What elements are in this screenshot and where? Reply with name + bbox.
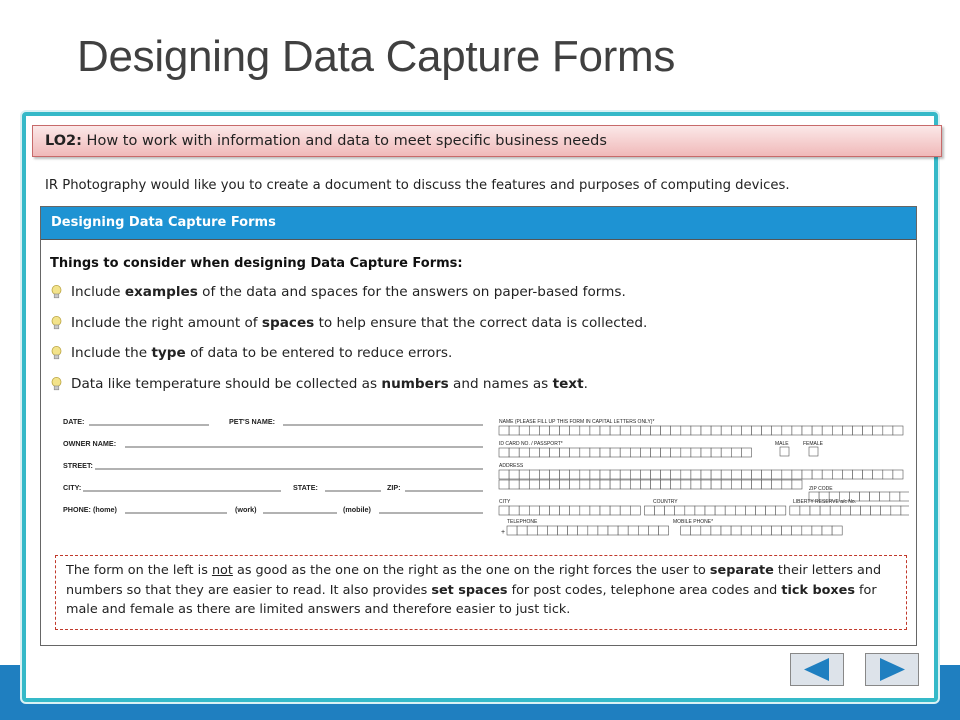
char-box bbox=[651, 448, 661, 457]
char-box bbox=[651, 480, 661, 489]
char-box bbox=[810, 506, 820, 515]
label-telephone: TELEPHONE bbox=[507, 519, 538, 525]
char-box bbox=[620, 480, 630, 489]
label-phone: PHONE: (home) bbox=[63, 505, 117, 514]
char-box bbox=[618, 526, 628, 535]
char-box bbox=[721, 426, 731, 435]
char-box bbox=[772, 426, 782, 435]
char-box bbox=[711, 480, 721, 489]
char-box bbox=[651, 470, 661, 479]
char-box bbox=[863, 470, 873, 479]
char-box bbox=[610, 470, 620, 479]
char-box bbox=[850, 506, 860, 515]
char-box bbox=[519, 506, 529, 515]
char-box bbox=[772, 526, 782, 535]
label-female: FEMALE bbox=[803, 441, 824, 447]
char-box bbox=[509, 506, 519, 515]
label-country: COUNTRY bbox=[653, 499, 678, 505]
panel-header: Designing Data Capture Forms bbox=[41, 207, 916, 240]
char-box bbox=[752, 470, 762, 479]
char-box bbox=[620, 448, 630, 457]
lightbulb-icon bbox=[51, 285, 62, 299]
label-zip: ZIP: bbox=[387, 483, 401, 492]
char-box bbox=[792, 480, 802, 489]
char-box bbox=[705, 506, 715, 515]
char-box bbox=[681, 470, 691, 479]
char-box bbox=[731, 480, 741, 489]
char-box bbox=[802, 426, 812, 435]
lightbulb-icon bbox=[51, 346, 62, 360]
char-box bbox=[731, 470, 741, 479]
list-item: Include examples of the data and spaces for the answers on paper-based forms. bbox=[51, 284, 647, 315]
label-street: STREET: bbox=[63, 461, 93, 470]
char-box bbox=[539, 506, 549, 515]
char-box bbox=[711, 470, 721, 479]
char-box bbox=[695, 506, 705, 515]
char-box bbox=[731, 426, 741, 435]
objective-code: LO2: bbox=[45, 133, 82, 149]
char-box bbox=[840, 506, 850, 515]
char-box bbox=[499, 448, 509, 457]
char-box bbox=[628, 526, 638, 535]
char-box bbox=[883, 470, 893, 479]
char-box bbox=[745, 506, 755, 515]
char-box bbox=[681, 480, 691, 489]
plus-sign: + bbox=[501, 529, 506, 536]
char-box bbox=[853, 426, 863, 435]
char-box bbox=[600, 470, 610, 479]
char-box bbox=[630, 480, 640, 489]
char-box bbox=[600, 426, 610, 435]
char-box bbox=[822, 470, 832, 479]
intro-text: IR Photography would like you to create a document to discuss the features and purposes of computing devices. bbox=[45, 178, 790, 193]
label-city: CITY: bbox=[63, 483, 82, 492]
char-box bbox=[691, 480, 701, 489]
char-box bbox=[578, 526, 588, 535]
char-box bbox=[711, 426, 721, 435]
char-box bbox=[881, 506, 891, 515]
char-box bbox=[741, 448, 751, 457]
char-box bbox=[711, 526, 721, 535]
char-box bbox=[529, 470, 539, 479]
char-box bbox=[560, 470, 570, 479]
char-box bbox=[830, 506, 840, 515]
char-box bbox=[772, 470, 782, 479]
char-box bbox=[550, 470, 560, 479]
char-box bbox=[499, 506, 509, 515]
male-tick-box bbox=[780, 447, 789, 456]
char-box bbox=[580, 480, 590, 489]
char-box bbox=[671, 470, 681, 479]
char-box bbox=[558, 526, 568, 535]
char-box bbox=[832, 426, 842, 435]
label-liberty-reserve: LIBERTY RESERVE a/c No. bbox=[793, 499, 857, 505]
char-box bbox=[580, 426, 590, 435]
char-box bbox=[762, 470, 772, 479]
char-box bbox=[661, 448, 671, 457]
char-box bbox=[529, 506, 539, 515]
char-box bbox=[691, 470, 701, 479]
char-box bbox=[675, 506, 685, 515]
previous-slide-button[interactable] bbox=[790, 653, 844, 686]
char-box bbox=[812, 426, 822, 435]
char-box bbox=[721, 448, 731, 457]
char-box bbox=[580, 470, 590, 479]
label-city-right: CITY bbox=[499, 499, 511, 505]
char-box bbox=[691, 526, 701, 535]
char-box bbox=[873, 426, 883, 435]
char-box bbox=[731, 448, 741, 457]
char-box bbox=[509, 426, 519, 435]
char-box bbox=[539, 480, 549, 489]
label-mobile: (mobile) bbox=[343, 505, 371, 514]
char-box bbox=[590, 448, 600, 457]
char-box bbox=[499, 426, 509, 435]
comparison-note: The form on the left is not as good as the one on the right as the one on the right forces the user to separate their letters and numbers so that they are easier to read. It also provides set spaces for post codes, telephone area codes and tick boxes for male and female as there are limited answers and therefore easier to just tick. bbox=[55, 555, 907, 630]
char-box bbox=[509, 470, 519, 479]
form-left bbox=[63, 417, 483, 514]
char-box bbox=[590, 480, 600, 489]
char-box bbox=[871, 506, 881, 515]
char-box bbox=[529, 480, 539, 489]
char-box bbox=[598, 526, 608, 535]
char-box bbox=[499, 480, 509, 489]
char-box bbox=[560, 448, 570, 457]
char-box bbox=[630, 448, 640, 457]
char-box-row bbox=[507, 526, 842, 535]
char-box bbox=[842, 426, 852, 435]
learning-objective-banner bbox=[32, 125, 942, 157]
char-box bbox=[539, 470, 549, 479]
char-box bbox=[792, 426, 802, 435]
char-box bbox=[782, 470, 792, 479]
char-box bbox=[800, 506, 810, 515]
char-box bbox=[681, 448, 691, 457]
char-box bbox=[590, 506, 600, 515]
char-box bbox=[560, 506, 570, 515]
label-zip-code: ZIP CODE bbox=[809, 486, 833, 492]
triangle-right-icon bbox=[866, 654, 918, 685]
char-box bbox=[610, 480, 620, 489]
char-box bbox=[507, 526, 517, 535]
char-box bbox=[527, 526, 537, 535]
list-item: Data like temperature should be collected as numbers and names as text. bbox=[51, 376, 647, 407]
char-box bbox=[752, 480, 762, 489]
char-box bbox=[560, 426, 570, 435]
char-box bbox=[701, 480, 711, 489]
char-box bbox=[550, 506, 560, 515]
char-box bbox=[741, 480, 751, 489]
char-box bbox=[901, 506, 909, 515]
char-box bbox=[537, 526, 547, 535]
char-box bbox=[671, 426, 681, 435]
char-box bbox=[822, 526, 832, 535]
char-box bbox=[790, 506, 800, 515]
char-box bbox=[588, 526, 598, 535]
char-box bbox=[509, 480, 519, 489]
char-box bbox=[600, 448, 610, 457]
char-box bbox=[644, 506, 654, 515]
char-box bbox=[570, 480, 580, 489]
char-box bbox=[832, 470, 842, 479]
char-box bbox=[802, 526, 812, 535]
lightbulb-icon bbox=[51, 377, 62, 391]
female-tick-box bbox=[809, 447, 818, 456]
char-box bbox=[651, 426, 661, 435]
char-box bbox=[842, 470, 852, 479]
objective-text: How to work with information and data to meet specific business needs bbox=[86, 133, 607, 149]
char-box bbox=[509, 448, 519, 457]
char-box bbox=[620, 470, 630, 479]
slide-title: Designing Data Capture Forms bbox=[77, 32, 676, 81]
char-box bbox=[701, 448, 711, 457]
char-box bbox=[756, 506, 766, 515]
label-name-caps: NAME (PLEASE FILL UP THIS FORM IN CAPITAL LETTERS ONLY)* bbox=[499, 419, 655, 425]
char-box bbox=[655, 506, 665, 515]
char-box bbox=[853, 470, 863, 479]
char-box bbox=[685, 506, 695, 515]
char-box bbox=[762, 426, 772, 435]
char-box bbox=[665, 506, 675, 515]
char-box bbox=[519, 470, 529, 479]
char-box bbox=[661, 480, 671, 489]
char-box bbox=[519, 480, 529, 489]
lightbulb-icon bbox=[51, 316, 62, 330]
char-box bbox=[560, 480, 570, 489]
char-box bbox=[539, 448, 549, 457]
char-box bbox=[600, 480, 610, 489]
char-box bbox=[701, 426, 711, 435]
char-box bbox=[721, 526, 731, 535]
char-box bbox=[568, 526, 578, 535]
char-box bbox=[620, 506, 630, 515]
char-box bbox=[570, 448, 580, 457]
char-box bbox=[766, 506, 776, 515]
char-box bbox=[792, 526, 802, 535]
example-forms-image bbox=[49, 410, 909, 540]
char-box bbox=[648, 526, 658, 535]
char-box bbox=[620, 426, 630, 435]
char-box bbox=[661, 426, 671, 435]
char-box bbox=[610, 506, 620, 515]
char-box bbox=[499, 470, 509, 479]
char-box bbox=[550, 426, 560, 435]
char-box bbox=[792, 470, 802, 479]
char-box bbox=[772, 480, 782, 489]
form-right bbox=[499, 419, 909, 536]
label-id-card: ID CARD NO. / PASSPORT* bbox=[499, 441, 563, 447]
char-box bbox=[832, 526, 842, 535]
content-panel bbox=[40, 206, 917, 646]
char-box bbox=[547, 526, 557, 535]
char-box bbox=[529, 426, 539, 435]
bullet-list bbox=[51, 284, 647, 406]
char-box bbox=[701, 470, 711, 479]
char-box bbox=[802, 470, 812, 479]
char-box bbox=[741, 470, 751, 479]
char-box bbox=[610, 448, 620, 457]
char-box bbox=[711, 448, 721, 457]
char-box bbox=[863, 426, 873, 435]
list-item: Include the right amount of spaces to help ensure that the correct data is collected. bbox=[51, 315, 647, 346]
char-box bbox=[893, 426, 903, 435]
label-pets-name: PET'S NAME: bbox=[229, 417, 276, 426]
char-box bbox=[659, 526, 669, 535]
char-box-row bbox=[499, 506, 909, 515]
char-box bbox=[691, 426, 701, 435]
char-box bbox=[691, 448, 701, 457]
char-box-row bbox=[499, 480, 802, 489]
char-box bbox=[893, 470, 903, 479]
char-box bbox=[590, 426, 600, 435]
char-box bbox=[820, 506, 830, 515]
char-box bbox=[640, 470, 650, 479]
char-box bbox=[715, 506, 725, 515]
char-box bbox=[752, 426, 762, 435]
char-box bbox=[580, 448, 590, 457]
char-box bbox=[640, 480, 650, 489]
label-owner-name: OWNER NAME: bbox=[63, 439, 117, 448]
char-box bbox=[861, 506, 871, 515]
char-box bbox=[812, 526, 822, 535]
char-box bbox=[630, 506, 640, 515]
char-box bbox=[741, 526, 751, 535]
char-box bbox=[762, 480, 772, 489]
char-box bbox=[812, 470, 822, 479]
label-state: STATE: bbox=[293, 483, 318, 492]
char-box bbox=[550, 480, 560, 489]
char-box bbox=[883, 426, 893, 435]
char-box bbox=[608, 526, 618, 535]
char-box bbox=[570, 470, 580, 479]
char-box bbox=[741, 426, 751, 435]
char-box-row bbox=[499, 448, 752, 457]
char-box bbox=[570, 426, 580, 435]
char-box bbox=[782, 526, 792, 535]
list-item: Include the type of data to be entered to reduce errors. bbox=[51, 345, 647, 376]
char-box bbox=[731, 526, 741, 535]
char-box bbox=[860, 492, 870, 501]
char-box bbox=[590, 470, 600, 479]
char-box-row bbox=[499, 470, 903, 479]
char-box bbox=[782, 426, 792, 435]
char-box bbox=[661, 470, 671, 479]
char-box bbox=[721, 470, 731, 479]
next-slide-button[interactable] bbox=[865, 653, 919, 686]
char-box bbox=[701, 526, 711, 535]
char-box bbox=[782, 480, 792, 489]
char-box bbox=[640, 426, 650, 435]
char-box bbox=[630, 470, 640, 479]
char-box bbox=[519, 448, 529, 457]
char-box bbox=[822, 426, 832, 435]
char-box bbox=[640, 448, 650, 457]
char-box bbox=[630, 426, 640, 435]
char-box bbox=[751, 526, 761, 535]
char-box bbox=[610, 426, 620, 435]
char-box bbox=[539, 426, 549, 435]
label-address: ADDRESS bbox=[499, 463, 524, 469]
char-box bbox=[671, 448, 681, 457]
char-box bbox=[776, 506, 786, 515]
char-box bbox=[761, 526, 771, 535]
char-box bbox=[735, 506, 745, 515]
char-box bbox=[681, 526, 691, 535]
char-box bbox=[681, 426, 691, 435]
char-box bbox=[580, 506, 590, 515]
char-box bbox=[638, 526, 648, 535]
char-box bbox=[721, 480, 731, 489]
char-box bbox=[529, 448, 539, 457]
char-box bbox=[890, 492, 900, 501]
label-mobile-phone: MOBILE PHONE* bbox=[673, 519, 714, 525]
panel-heading: Things to consider when designing Data Capture Forms: bbox=[50, 256, 463, 271]
char-box bbox=[870, 492, 880, 501]
char-box bbox=[517, 526, 527, 535]
char-box bbox=[550, 448, 560, 457]
triangle-left-icon bbox=[791, 654, 843, 685]
char-box bbox=[880, 492, 890, 501]
label-date: DATE: bbox=[63, 417, 85, 426]
label-work: (work) bbox=[235, 505, 257, 514]
char-box bbox=[900, 492, 909, 501]
char-box bbox=[519, 426, 529, 435]
label-male: MALE bbox=[775, 441, 789, 447]
char-box bbox=[725, 506, 735, 515]
char-box bbox=[570, 506, 580, 515]
char-box bbox=[873, 470, 883, 479]
char-box bbox=[891, 506, 901, 515]
char-box bbox=[671, 480, 681, 489]
char-box-row bbox=[499, 426, 903, 435]
char-box bbox=[600, 506, 610, 515]
